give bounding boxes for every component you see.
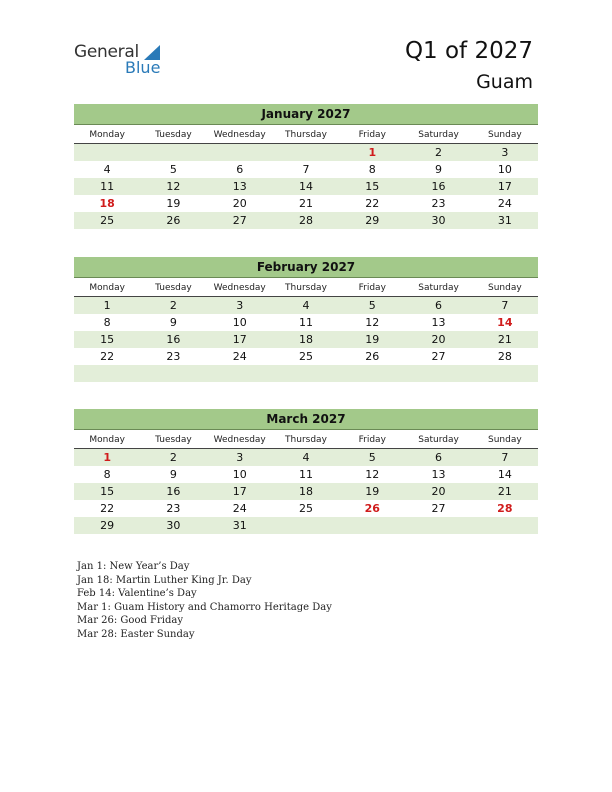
- day-cell: 6: [236, 163, 244, 176]
- day-cell: 30: [166, 519, 181, 532]
- day-cell: 14: [298, 180, 313, 193]
- day-cell: 13: [431, 468, 446, 481]
- weekday-row: [74, 434, 538, 449]
- weekday-label: Saturday: [418, 435, 459, 445]
- day-cell: 4: [103, 163, 111, 176]
- weekday-label: Sunday: [487, 130, 522, 140]
- day-cell: 13: [232, 180, 247, 193]
- weekday-label: Monday: [89, 130, 125, 140]
- day-cell: [207, 144, 273, 161]
- day-cell: 3: [236, 299, 244, 312]
- logo: [74, 42, 174, 82]
- week-row: [74, 449, 538, 466]
- day-cell: 11: [298, 316, 313, 329]
- day-cell: 14: [497, 468, 512, 481]
- day-cell: 6: [435, 299, 443, 312]
- day-cell: 16: [431, 180, 446, 193]
- day-cell: 27: [232, 214, 247, 227]
- day-cell: 3: [501, 146, 509, 159]
- day-cell: 9: [169, 468, 177, 481]
- day-cell: 8: [103, 316, 111, 329]
- holiday-note: Jan 18: Martin Luther King Jr. Day: [77, 574, 252, 586]
- month-header: March 2027: [74, 409, 538, 430]
- month-header: January 2027: [74, 104, 538, 125]
- week-row: [74, 314, 538, 331]
- day-cell: 4: [302, 299, 310, 312]
- weekday-label: Thursday: [285, 130, 327, 140]
- holiday-notes: [77, 560, 332, 641]
- day-cell: 10: [232, 468, 247, 481]
- weekday-label: Saturday: [418, 283, 459, 293]
- page-subtitle: Guam: [476, 71, 533, 93]
- weekday-label: Sunday: [487, 435, 522, 445]
- week-row: [74, 331, 538, 348]
- day-cell: 7: [501, 451, 509, 464]
- day-cell: [405, 517, 471, 534]
- day-cell: 17: [497, 180, 512, 193]
- day-cell: 27: [431, 350, 446, 363]
- day-cell: 11: [100, 180, 115, 193]
- day-cell: 1: [368, 146, 377, 159]
- logo-blue-text: Blue: [125, 58, 161, 77]
- week-row: [74, 144, 538, 161]
- day-cell: 26: [166, 214, 181, 227]
- month-calendar: [74, 104, 538, 229]
- day-cell: 15: [100, 333, 115, 346]
- week-row: [74, 195, 538, 212]
- month-calendar: [74, 257, 538, 382]
- day-cell: 10: [232, 316, 247, 329]
- weekday-label: Friday: [358, 435, 386, 445]
- weekday-label: Wednesday: [213, 130, 266, 140]
- day-cell: 7: [302, 163, 310, 176]
- day-cell: 17: [232, 333, 247, 346]
- weekday-label: Tuesday: [155, 283, 192, 293]
- holiday-note: Jan 1: New Year’s Day: [77, 561, 190, 572]
- day-cell: 19: [365, 485, 380, 498]
- day-cell: 1: [103, 299, 111, 312]
- day-cell: 3: [236, 451, 244, 464]
- day-cell: 12: [365, 468, 380, 481]
- day-cell: 16: [166, 333, 181, 346]
- day-cell: 15: [365, 180, 380, 193]
- week-row: [74, 161, 538, 178]
- day-cell: [74, 144, 140, 161]
- weekday-label: Friday: [358, 283, 386, 293]
- month-calendar: [74, 409, 538, 534]
- day-cell: [405, 365, 471, 382]
- day-cell: 1: [103, 451, 111, 464]
- day-cell: [472, 365, 538, 382]
- day-cell: 20: [431, 485, 446, 498]
- day-cell: 22: [100, 350, 115, 363]
- day-cell: 31: [232, 519, 247, 532]
- day-cell: 18: [298, 485, 313, 498]
- day-cell: 25: [298, 502, 313, 515]
- weekday-label: Wednesday: [213, 435, 266, 445]
- day-cell: 8: [103, 468, 111, 481]
- weekday-label: Thursday: [285, 283, 327, 293]
- day-cell: 24: [497, 197, 512, 210]
- day-cell: 6: [435, 451, 443, 464]
- day-cell: 18: [99, 197, 115, 210]
- day-cell: 23: [166, 502, 181, 515]
- day-cell: 13: [431, 316, 446, 329]
- week-row: [74, 365, 538, 382]
- day-cell: 8: [368, 163, 376, 176]
- day-cell: 28: [497, 350, 512, 363]
- day-cell: 12: [365, 316, 380, 329]
- day-cell: 11: [298, 468, 313, 481]
- day-cell: 18: [298, 333, 313, 346]
- day-cell: 27: [431, 502, 446, 515]
- day-cell: 21: [497, 485, 512, 498]
- weekday-label: Friday: [358, 130, 386, 140]
- week-row: [74, 500, 538, 517]
- month-header: February 2027: [74, 257, 538, 278]
- page-title: Q1 of 2027: [404, 38, 533, 64]
- day-cell: [339, 365, 405, 382]
- day-cell: 28: [497, 502, 513, 515]
- day-cell: [273, 517, 339, 534]
- day-cell: 26: [365, 350, 380, 363]
- day-cell: 20: [431, 333, 446, 346]
- day-cell: 28: [298, 214, 313, 227]
- day-cell: 30: [431, 214, 446, 227]
- day-cell: 19: [365, 333, 380, 346]
- day-cell: 23: [431, 197, 446, 210]
- day-cell: 5: [368, 299, 376, 312]
- day-cell: 10: [497, 163, 512, 176]
- weekday-label: Thursday: [285, 435, 327, 445]
- day-cell: [273, 144, 339, 161]
- day-cell: 14: [497, 316, 513, 329]
- weekday-row: [74, 129, 538, 144]
- holiday-note: Mar 26: Good Friday: [77, 615, 183, 626]
- day-cell: [74, 365, 140, 382]
- day-cell: 5: [169, 163, 177, 176]
- day-cell: [339, 517, 405, 534]
- week-row: [74, 178, 538, 195]
- weekday-label: Saturday: [418, 130, 459, 140]
- day-cell: [472, 517, 538, 534]
- day-cell: 12: [166, 180, 181, 193]
- holiday-note: Mar 1: Guam History and Chamorro Heritage Day: [77, 601, 332, 613]
- day-cell: 29: [365, 214, 380, 227]
- day-cell: 9: [169, 316, 177, 329]
- holiday-note: Mar 28: Easter Sunday: [77, 628, 195, 640]
- day-cell: 22: [100, 502, 115, 515]
- day-cell: 2: [435, 146, 443, 159]
- day-cell: 20: [232, 197, 247, 210]
- week-row: [74, 483, 538, 500]
- weekday-label: Monday: [89, 435, 125, 445]
- day-cell: [273, 365, 339, 382]
- weekday-label: Tuesday: [155, 435, 192, 445]
- day-cell: 23: [166, 350, 181, 363]
- day-cell: [140, 365, 206, 382]
- day-cell: 15: [100, 485, 115, 498]
- day-cell: 22: [365, 197, 380, 210]
- weekday-row: [74, 282, 538, 297]
- week-row: [74, 297, 538, 314]
- day-cell: 31: [497, 214, 512, 227]
- week-row: [74, 517, 538, 534]
- day-cell: 19: [166, 197, 181, 210]
- day-cell: 21: [497, 333, 512, 346]
- day-cell: 25: [100, 214, 115, 227]
- weekday-label: Monday: [89, 283, 125, 293]
- weekday-label: Sunday: [487, 283, 522, 293]
- day-cell: 16: [166, 485, 181, 498]
- weekday-label: Tuesday: [155, 130, 192, 140]
- day-cell: 29: [100, 519, 115, 532]
- day-cell: 2: [169, 299, 177, 312]
- day-cell: 4: [302, 451, 310, 464]
- holiday-note: Feb 14: Valentine’s Day: [77, 588, 197, 599]
- day-cell: 26: [364, 502, 380, 515]
- day-cell: 25: [298, 350, 313, 363]
- week-row: [74, 212, 538, 229]
- week-row: [74, 466, 538, 483]
- weekday-label: Wednesday: [213, 283, 266, 293]
- day-cell: 17: [232, 485, 247, 498]
- logo-general-text: General: [74, 42, 139, 62]
- day-cell: 24: [232, 350, 247, 363]
- day-cell: 21: [298, 197, 313, 210]
- day-cell: 2: [169, 451, 177, 464]
- day-cell: 7: [501, 299, 509, 312]
- day-cell: [140, 144, 206, 161]
- week-row: [74, 348, 538, 365]
- day-cell: 5: [368, 451, 376, 464]
- day-cell: 24: [232, 502, 247, 515]
- day-cell: [207, 365, 273, 382]
- day-cell: 9: [435, 163, 443, 176]
- logo-triangle-icon: [144, 45, 160, 60]
